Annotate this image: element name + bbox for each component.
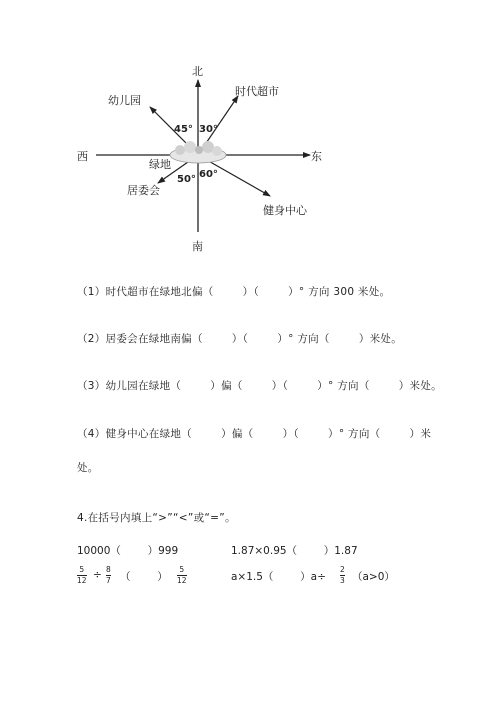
- fitness-label: 健身中心: [263, 204, 307, 217]
- center-label: 绿地: [149, 158, 171, 171]
- fraction-5-12-b: [177, 566, 187, 585]
- section-4-title: 4.在括号内填上“>”“<”或“=”。: [77, 512, 236, 524]
- supermarket-label: 时代超市: [235, 85, 279, 98]
- fraction-2-3: [340, 566, 345, 585]
- fraction-denominator: 7: [106, 576, 111, 585]
- question-2: （2）居委会在绿地南偏（ ）（ ）° 方向（ ）米处。: [77, 333, 403, 345]
- compass-diagram: [0, 0, 500, 270]
- question-3: （3）幼儿园在绿地（ ）偏（ ）（ ）° 方向（ ）米处。: [77, 380, 442, 392]
- question-1: （1）时代超市在绿地北偏（ ）（ ）° 方向 300 米处。: [77, 286, 391, 298]
- divide-sign: ÷: [93, 569, 102, 581]
- fraction-numerator: 5: [179, 565, 185, 574]
- fraction-numerator: 2: [340, 565, 345, 574]
- fraction-denominator: 12: [77, 576, 87, 585]
- fraction-5-12: [77, 566, 87, 585]
- angle-nw: 45°: [174, 124, 193, 135]
- east-label: 东: [311, 150, 322, 163]
- fraction-denominator: 12: [177, 576, 187, 585]
- condition-a-positive: （a>0）: [352, 571, 395, 583]
- committee-label: 居委会: [127, 184, 160, 197]
- fraction-8-7: [106, 566, 111, 585]
- compare-row1-right: 1.87×0.95（ ）1.87: [231, 545, 358, 557]
- angle-sw: 50°: [177, 174, 196, 185]
- fraction-denominator: 3: [340, 576, 345, 585]
- compare-row2-a: a×1.5（ ）a÷: [231, 571, 326, 583]
- angle-se: 60°: [199, 169, 218, 180]
- fraction-numerator: 5: [79, 565, 85, 574]
- south-label: 南: [192, 240, 203, 253]
- fraction-numerator: 8: [106, 565, 111, 574]
- question-4-line1: （4）健身中心在绿地（ ）偏（ ）（ ）° 方向（ ）米: [77, 428, 432, 440]
- kindergarten-label: 幼儿园: [108, 94, 141, 107]
- angle-ne: 30°: [199, 124, 218, 135]
- compare-row2-blank: （ ）: [120, 571, 168, 583]
- compare-row1-left: 10000（ ）999: [77, 545, 179, 557]
- north-label: 北: [192, 65, 203, 78]
- west-label: 西: [77, 150, 88, 163]
- question-4-line2: 处。: [77, 462, 99, 474]
